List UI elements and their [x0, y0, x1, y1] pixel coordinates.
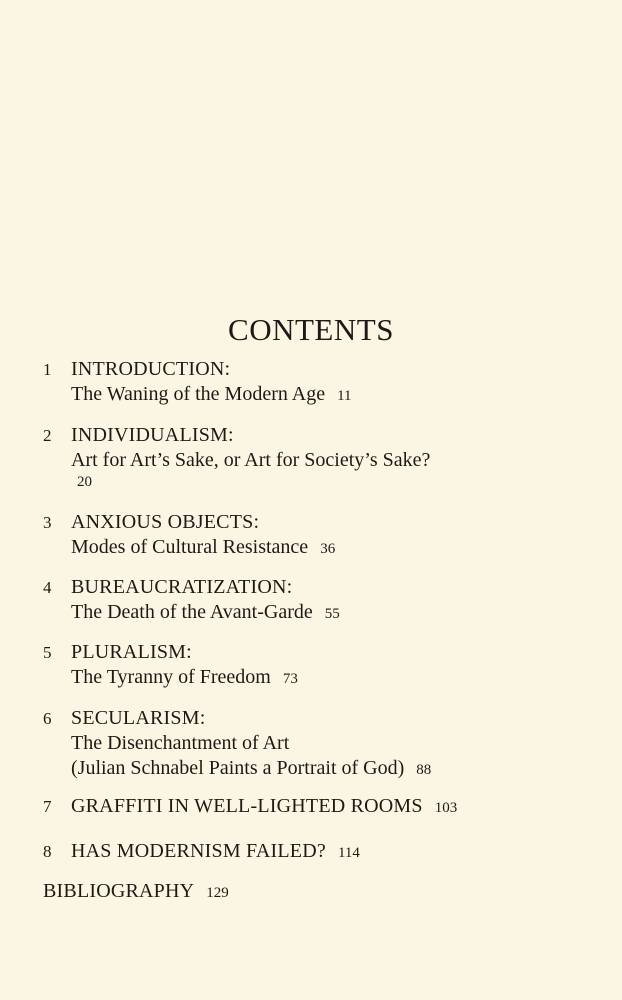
chapter-subtitle: The Tyranny of Freedom: [71, 666, 271, 688]
chapter-number: 8: [43, 842, 52, 861]
chapter-number: 2: [43, 426, 52, 445]
chapter-number: 3: [43, 513, 52, 532]
chapter-heading: BUREAUCRATIZATION:: [71, 576, 293, 598]
chapter-heading: GRAFFITI IN WELL-LIGHTED ROOMS: [71, 795, 423, 817]
chapter-heading: INTRODUCTION:: [71, 358, 231, 380]
chapter-subtitle: Modes of Cultural Resistance: [71, 536, 309, 558]
bibliography-label: BIBLIOGRAPHY: [43, 880, 195, 902]
chapter-subtitle: The Waning of the Modern Age: [71, 383, 326, 405]
chapter-heading: PLURALISM:: [71, 641, 192, 663]
page-number: 36: [320, 541, 336, 557]
page-title: CONTENTS: [228, 312, 394, 347]
page-number: 55: [324, 606, 340, 622]
chapter-heading: HAS MODERNISM FAILED?: [71, 840, 326, 862]
chapter-heading: INDIVIDUALISM:: [71, 424, 234, 446]
page-number: 129: [206, 885, 229, 901]
chapter-number: 6: [43, 709, 52, 728]
chapter-subtitle: Art for Art’s Sake, or Art for Society’s Sake?: [71, 449, 431, 471]
chapter-subtitle: The Disenchantment of Art: [71, 732, 290, 754]
chapter-subtitle-2: (Julian Schnabel Paints a Portrait of God): [71, 757, 405, 779]
chapter-number: 7: [43, 797, 52, 816]
chapter-heading: SECULARISM:: [71, 707, 206, 729]
chapter-subtitle: The Death of the Avant-Garde: [71, 601, 313, 623]
page-number: 11: [337, 388, 352, 404]
toc-entry-bibliography[interactable]: [43, 880, 229, 903]
page-number: 20: [77, 474, 92, 490]
chapter-heading: ANXIOUS OBJECTS:: [71, 511, 260, 533]
page-number: 103: [434, 800, 458, 816]
page-number: 88: [416, 762, 432, 778]
chapter-number: 1: [43, 360, 52, 379]
chapter-number: 5: [43, 643, 52, 662]
page-number: 114: [337, 845, 360, 861]
chapter-number: 4: [43, 578, 52, 597]
page-number: 73: [282, 671, 298, 687]
